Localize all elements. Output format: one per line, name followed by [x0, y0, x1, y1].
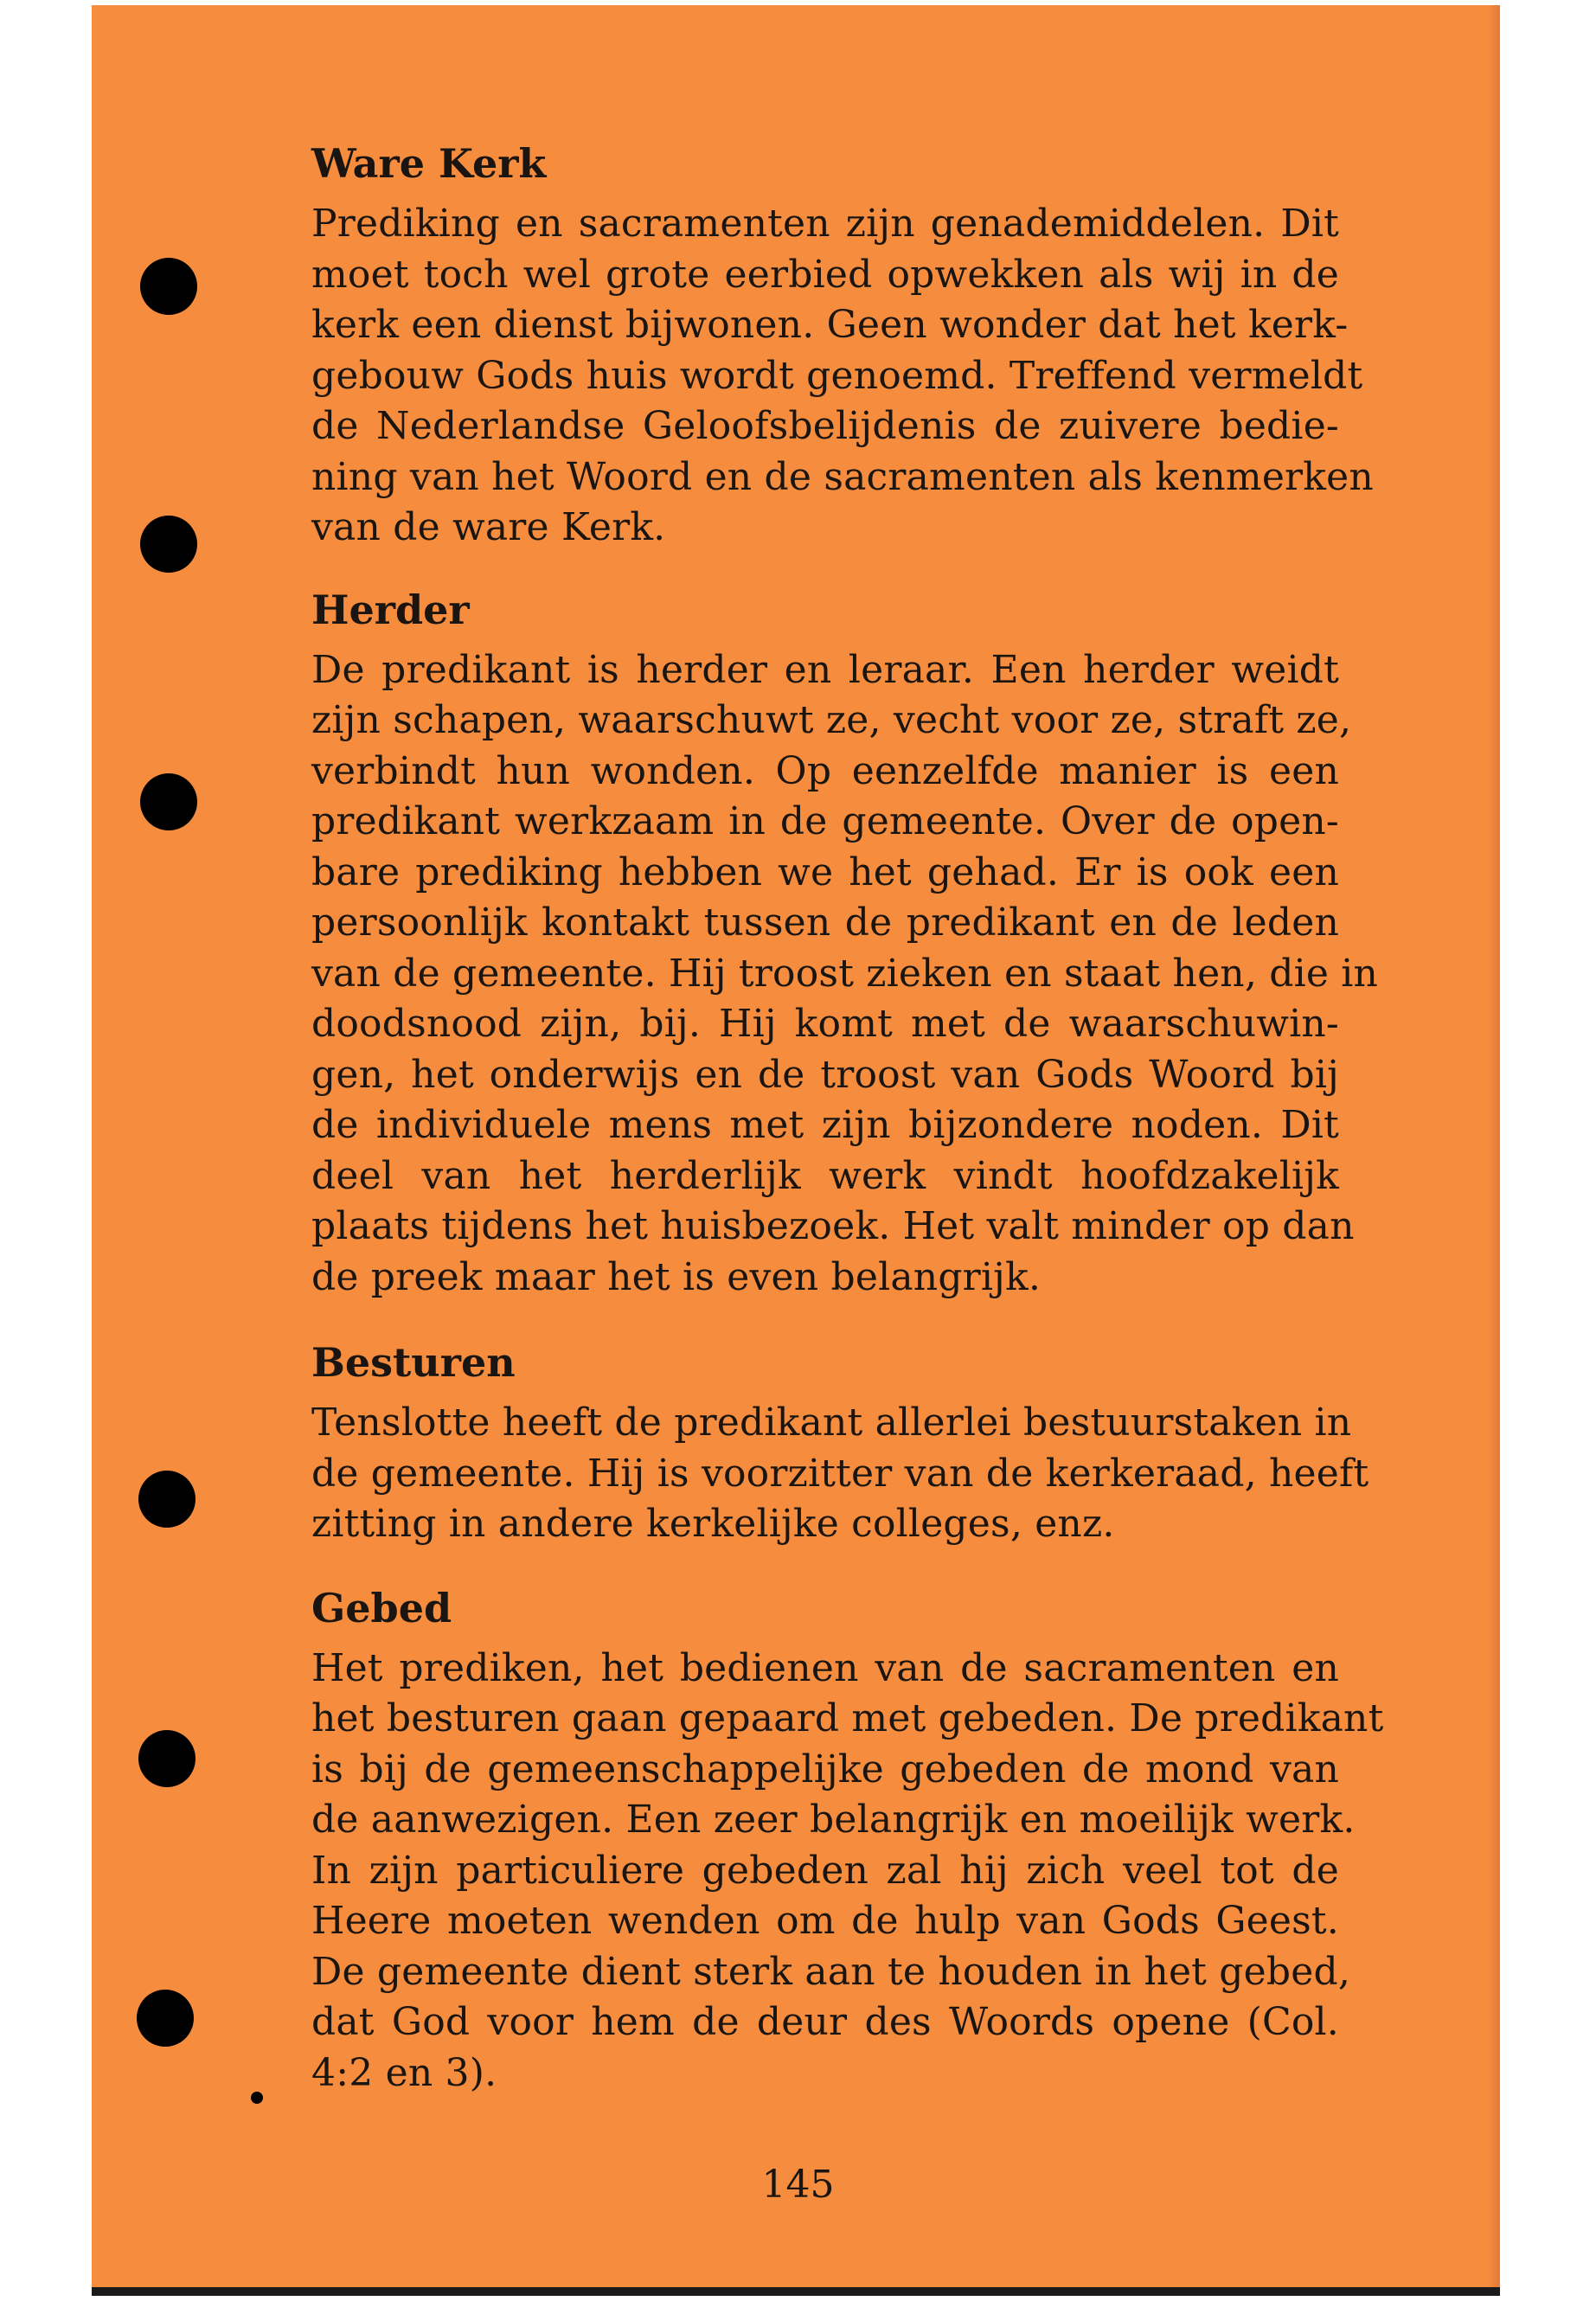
text-line: gen, het onderwijs en de troost van Gods Woord bij: [311, 1052, 1339, 1097]
text-line: de Nederlandse Geloofsbelijdenis de zuivere bedie-: [311, 404, 1339, 448]
text-line: verbindt hun wonden. Op eenzelfde manier is een: [311, 748, 1339, 793]
text-line: persoonlijk kontakt tussen de predikant en de leden: [311, 901, 1339, 945]
section-besturen: [311, 1337, 1369, 1550]
text-line: Het prediken, het bedienen van de sacramenten en: [311, 1645, 1339, 1690]
page-number: 145: [761, 2163, 835, 2207]
text-line: predikant werkzaam in de gemeente. Over de open-: [311, 799, 1339, 843]
text-line: de gemeente. Hij is voorzitter van de kerkeraad, heeft: [311, 1451, 1369, 1496]
section-ware-kerk: [311, 138, 1374, 554]
text-line: In zijn particuliere gebeden zal hij zich veel tot de: [311, 1848, 1339, 1893]
text-line: kerk een dienst bijwonen. Geen wonder dat het kerk-: [311, 303, 1349, 347]
text-line: deel van het herderlijk werk vindt hoofdzakelijk: [311, 1153, 1339, 1198]
text-line: zitting in andere kerkelijke colleges, enz.: [311, 1502, 1115, 1546]
text-line: de preek maar het is even belangrijk.: [311, 1254, 1042, 1299]
punch-hole: [140, 773, 197, 830]
section-herder: [311, 585, 1379, 1304]
text-line: doodsnood zijn, bij. Hij komt met de waarschuwin-: [311, 1002, 1339, 1046]
page-edge-shade: [1488, 5, 1500, 2296]
punch-hole: [137, 1990, 194, 2047]
punch-hole: [140, 258, 197, 315]
section-heading: Besturen: [311, 1339, 516, 1386]
text-line: Heere moeten wenden om de hulp van Gods Geest.: [311, 1899, 1339, 1943]
section-heading: Ware Kerk: [311, 140, 547, 187]
section-heading: Gebed: [311, 1584, 452, 1631]
text-line: van de gemeente. Hij troost zieken en staat hen, die in: [311, 951, 1379, 996]
text-line: bare prediking hebben we het gehad. Er is ook een: [311, 849, 1339, 894]
text-line: het besturen gaan gepaard met gebeden. De predikant: [311, 1696, 1384, 1740]
section-gebed: [311, 1583, 1384, 2099]
text-line: zijn schapen, waarschuwt ze, vecht voor ze, straft ze,: [311, 698, 1352, 742]
text-line: plaats tijdens het huisbezoek. Het valt minder op dan: [311, 1204, 1355, 1248]
text-line: is bij de gemeenschappelijke gebeden de mond van: [311, 1747, 1339, 1791]
text-line: De gemeente dient sterk aan te houden in het gebed,: [311, 1949, 1351, 1994]
section-heading: Herder: [311, 586, 470, 633]
text-line: ning van het Woord en de sacramenten als kenmerken: [311, 454, 1374, 499]
text-line: gebouw Gods huis wordt genoemd. Treffend vermeldt: [311, 353, 1363, 398]
text-line: Prediking en sacramenten zijn genademiddelen. Dit: [311, 202, 1339, 246]
page-text-body: [311, 138, 1384, 2099]
text-line: Tenslotte heeft de predikant allerlei bestuurstaken in: [311, 1400, 1352, 1445]
text-line: moet toch wel grote eerbied opwekken als wij in de: [311, 252, 1339, 297]
text-line: De predikant is herder en leraar. Een herder weidt: [311, 647, 1339, 692]
text-line: dat God voor hem de deur des Woords opene (Col.: [311, 2000, 1339, 2044]
punch-hole: [140, 516, 197, 573]
text-line: de individuele mens met zijn bijzondere noden. Dit: [311, 1103, 1339, 1147]
punch-hole: [138, 1471, 195, 1528]
page-bottom-edge: [92, 2287, 1500, 2296]
punch-hole: [138, 1730, 195, 1787]
text-line: 4:2 en 3).: [311, 2050, 497, 2095]
punch-hole-small: [251, 2092, 263, 2104]
text-line: van de ware Kerk.: [311, 505, 666, 549]
text-line: de aanwezigen. Een zeer belangrijk en moeilijk werk.: [311, 1798, 1356, 1842]
